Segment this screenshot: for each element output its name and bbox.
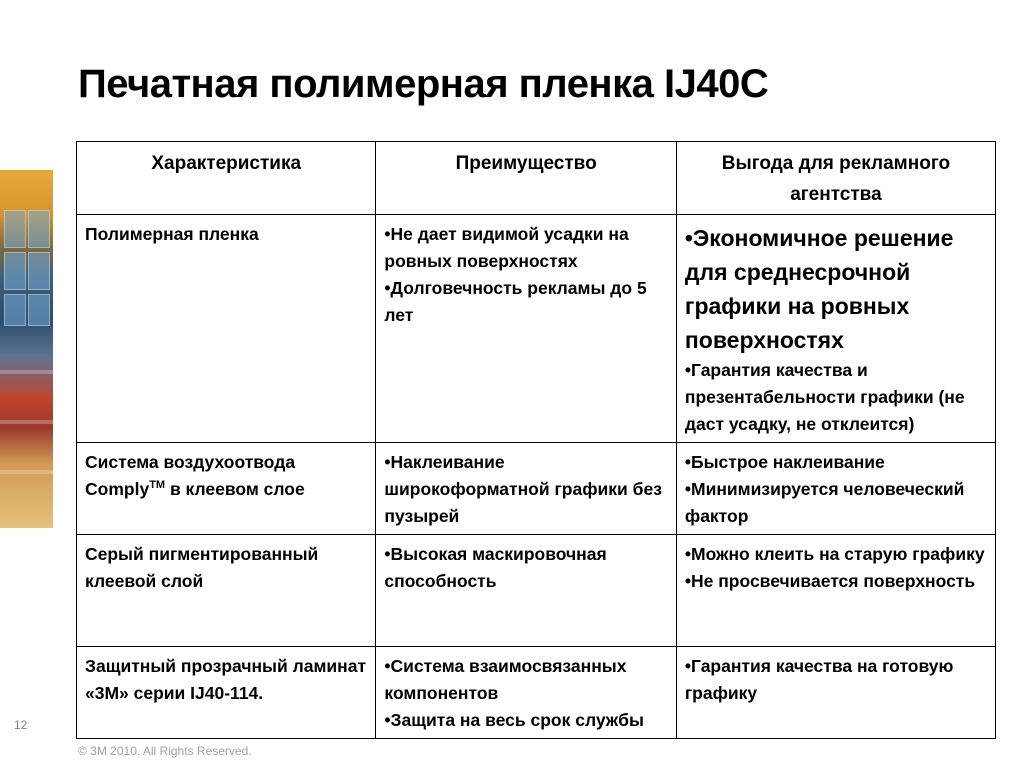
table-header-row — [77, 142, 996, 215]
feature-text-tail: в клеевом слое — [165, 479, 305, 499]
advantage-cell — [376, 443, 676, 535]
benefit-cell — [676, 215, 995, 443]
advantage-cell — [376, 215, 676, 443]
benefit-cell — [676, 647, 995, 739]
advantage-item: •Высокая маскировочная способность — [384, 544, 607, 591]
benefit-item: •Не просвечивается поверхность — [684, 571, 976, 591]
advantage-item: •Система взаимосвязанных компонентов — [384, 656, 627, 703]
advantage-cell — [376, 647, 676, 739]
feature-cell — [77, 215, 376, 443]
header-characteristic: Характеристика — [77, 142, 376, 215]
benefit-item: •Гарантия качества и презентабельности графики (не даст усадку, не отклеится) — [684, 360, 965, 434]
building-photo-strip — [0, 170, 53, 528]
characteristics-table — [76, 141, 996, 739]
benefit-item-large: •Экономичное решение для среднесрочной графики на ровных поверхностях — [684, 225, 954, 353]
table-row — [77, 647, 996, 739]
feature-cell — [77, 535, 376, 647]
advantage-cell — [376, 535, 676, 647]
feature-cell — [77, 647, 376, 739]
feature-text: Защитный прозрачный ламинат «3М» серии IJ40-114. — [85, 656, 367, 703]
benefit-item: •Минимизируется человеческий фактор — [684, 479, 965, 526]
table-row — [77, 443, 996, 535]
advantage-item: •Наклеивание широкоформатной графики без пузырей — [384, 452, 662, 526]
benefit-item: •Быстрое наклеивание — [684, 452, 885, 472]
header-advantage: Преимущество — [376, 142, 676, 215]
feature-cell — [77, 443, 376, 535]
benefit-item: •Можно клеить на старую графику — [684, 544, 985, 564]
trademark-sup: TM — [149, 479, 166, 492]
feature-text: Система воздухоотвода Comply — [85, 452, 296, 499]
copyright-notice: © 3M 2010. All Rights Reserved. — [78, 744, 252, 758]
feature-text: Серый пигментированный клеевой слой — [85, 544, 319, 591]
page-title: Печатная полимерная пленка IJ40C — [78, 62, 769, 106]
advantage-item: •Не дает видимой усадки на ровных поверхностях — [384, 224, 629, 271]
advantage-item: •Защита на весь срок службы — [384, 710, 644, 730]
benefit-item: •Гарантия качества на готовую графику — [684, 656, 954, 703]
benefit-cell — [676, 535, 995, 647]
table-row — [77, 215, 996, 443]
advantage-item: •Долговечность рекламы до 5 лет — [384, 278, 647, 325]
header-benefit: Выгода для рекламного агентства — [676, 142, 995, 215]
benefit-cell — [676, 443, 995, 535]
slide-number: 12 — [14, 718, 28, 732]
table-row — [77, 535, 996, 647]
feature-text: Полимерная пленка — [85, 224, 259, 244]
